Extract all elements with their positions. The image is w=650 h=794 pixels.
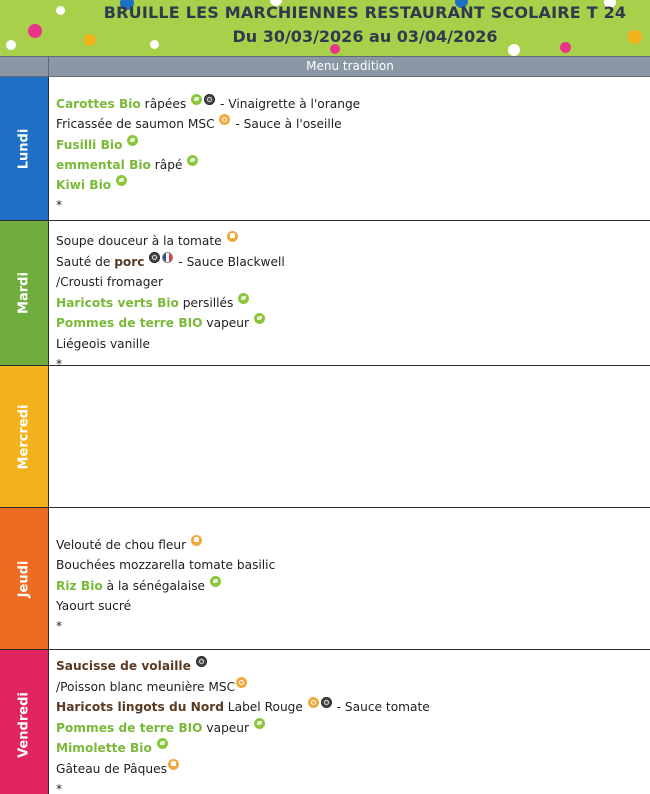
menu-item xyxy=(56,656,644,677)
menu-text: persillés xyxy=(178,295,238,310)
menu-item xyxy=(56,195,644,215)
menu-text: - Sauce Blackwell xyxy=(174,254,285,269)
menu-text: Sauté de xyxy=(56,254,115,269)
menu-text xyxy=(191,659,195,673)
date-range: Du 30/03/2026 au 03/04/2026 xyxy=(232,27,498,46)
chef-icon xyxy=(191,535,202,546)
menu-text: * xyxy=(56,198,63,213)
day-menu xyxy=(56,231,644,375)
day-row-mardi xyxy=(0,221,650,371)
column-header-row xyxy=(0,56,650,77)
menu-item xyxy=(56,779,644,794)
bio-icon xyxy=(127,135,138,146)
menu-text: - Vinaigrette à l'orange xyxy=(216,97,361,111)
menu-text xyxy=(111,178,115,192)
bio-icon xyxy=(191,94,202,105)
menu-item xyxy=(56,94,644,114)
organic-dish-name: Riz Bio xyxy=(56,578,103,593)
menu-text: /Poisson blanc meunière MSC xyxy=(56,679,236,694)
menu-header xyxy=(0,0,650,56)
menu-text: Fricassée de saumon MSC xyxy=(56,117,219,132)
bio-icon xyxy=(254,718,265,729)
menu-text: * xyxy=(56,782,63,794)
day-name: Mardi xyxy=(16,272,32,314)
organic-dish-name: Haricots verts Bio xyxy=(56,295,179,310)
day-tab xyxy=(0,650,49,794)
page-title: BRUILLE LES MARCHIENNES RESTAURANT SCOLAIRE T 24 xyxy=(103,3,627,22)
msc-icon xyxy=(219,114,230,125)
menu-item xyxy=(56,576,644,596)
menu-text: râpé xyxy=(150,157,187,172)
menu-text: * xyxy=(56,619,63,634)
menu-item xyxy=(56,175,644,195)
menu-text: /Crousti fromager xyxy=(56,275,164,289)
menu-text: - Sauce à l'oseille xyxy=(231,117,342,132)
menu-text: Gâteau de Pâques xyxy=(56,761,167,776)
menu-text: Yaourt sucré xyxy=(56,598,132,613)
french-flag-icon xyxy=(162,252,173,263)
chef-icon xyxy=(227,231,238,242)
day-tab xyxy=(0,366,49,507)
day-name: Lundi xyxy=(16,128,32,169)
menu-item xyxy=(56,738,644,759)
menu-item xyxy=(56,313,644,334)
menu-text: Liégeois vanille xyxy=(56,336,151,351)
menu-item xyxy=(56,231,644,252)
day-name: Vendredi xyxy=(16,692,32,758)
bio-icon xyxy=(157,738,168,749)
day-tab xyxy=(0,77,49,220)
menu-text xyxy=(145,255,149,269)
column-header-stub xyxy=(0,57,49,76)
organic-dish-name: emmental Bio xyxy=(56,157,151,172)
local-dish-name: Saucisse de volaille xyxy=(56,659,191,673)
menu-item xyxy=(56,555,644,575)
day-tab xyxy=(0,508,49,649)
menu-item xyxy=(56,135,644,155)
bio-icon xyxy=(116,175,127,186)
menu-text: Label Rouge xyxy=(223,700,307,714)
menu-item xyxy=(56,596,644,616)
local-product-icon xyxy=(196,656,207,667)
menu-item xyxy=(56,252,644,273)
organic-dish-name: Carottes Bio xyxy=(56,97,141,111)
day-name: Mercredi xyxy=(16,404,32,469)
menu-item xyxy=(56,718,644,739)
menu-item xyxy=(56,155,644,175)
organic-dish-name: Pommes de terre BIO xyxy=(56,720,203,735)
menu-item xyxy=(56,677,644,698)
bio-icon xyxy=(254,313,265,324)
menu-item xyxy=(56,535,644,555)
local-product-icon xyxy=(321,697,332,708)
chef-icon xyxy=(168,759,179,770)
menu-text: Bouchées mozzarella tomate basilic xyxy=(56,558,276,573)
organic-dish-name: Fusilli Bio xyxy=(56,137,123,152)
menu-text: - Sauce tomate xyxy=(332,700,430,714)
menu-text xyxy=(122,138,126,152)
menu-item xyxy=(56,697,644,718)
bio-icon xyxy=(238,293,249,304)
day-row-mercredi xyxy=(0,366,650,508)
menu-item xyxy=(56,759,644,780)
menu-text: vapeur xyxy=(202,720,253,735)
column-header-label: Menu tradition xyxy=(306,59,394,73)
day-tab xyxy=(0,221,49,365)
local-product-icon xyxy=(204,94,215,105)
day-menu xyxy=(56,535,644,636)
bio-icon xyxy=(210,576,221,587)
menu-text: Soupe douceur à la tomate xyxy=(56,234,226,248)
day-name: Jeudi xyxy=(16,560,32,597)
day-menu xyxy=(56,94,644,216)
day-row-jeudi xyxy=(0,508,650,650)
menu-text xyxy=(152,741,156,755)
menu-item xyxy=(56,114,644,134)
organic-dish-name: Pommes de terre BIO xyxy=(56,316,203,330)
day-row-lundi xyxy=(0,77,650,221)
menu-item xyxy=(56,272,644,293)
day-row-vendredi xyxy=(0,650,650,794)
menu-text: vapeur xyxy=(202,316,253,330)
local-product-icon xyxy=(149,252,160,263)
day-menu xyxy=(56,656,644,794)
msc-icon xyxy=(236,677,247,688)
label-rouge-icon xyxy=(308,697,319,708)
menu-item xyxy=(56,616,644,636)
organic-dish-name: Mimolette Bio xyxy=(56,741,152,755)
bio-icon xyxy=(187,155,198,166)
menu-text: à la sénégalaise xyxy=(102,578,209,593)
menu-item xyxy=(56,293,644,314)
organic-dish-name: Kiwi Bio xyxy=(56,178,112,193)
menu-text: Velouté de chou fleur xyxy=(56,538,190,552)
menu-text: * xyxy=(56,357,63,371)
local-dish-name: porc xyxy=(114,254,145,269)
menu-item xyxy=(56,334,644,355)
local-dish-name: Haricots lingots du Nord xyxy=(56,700,224,714)
menu-text: râpées xyxy=(140,97,191,111)
